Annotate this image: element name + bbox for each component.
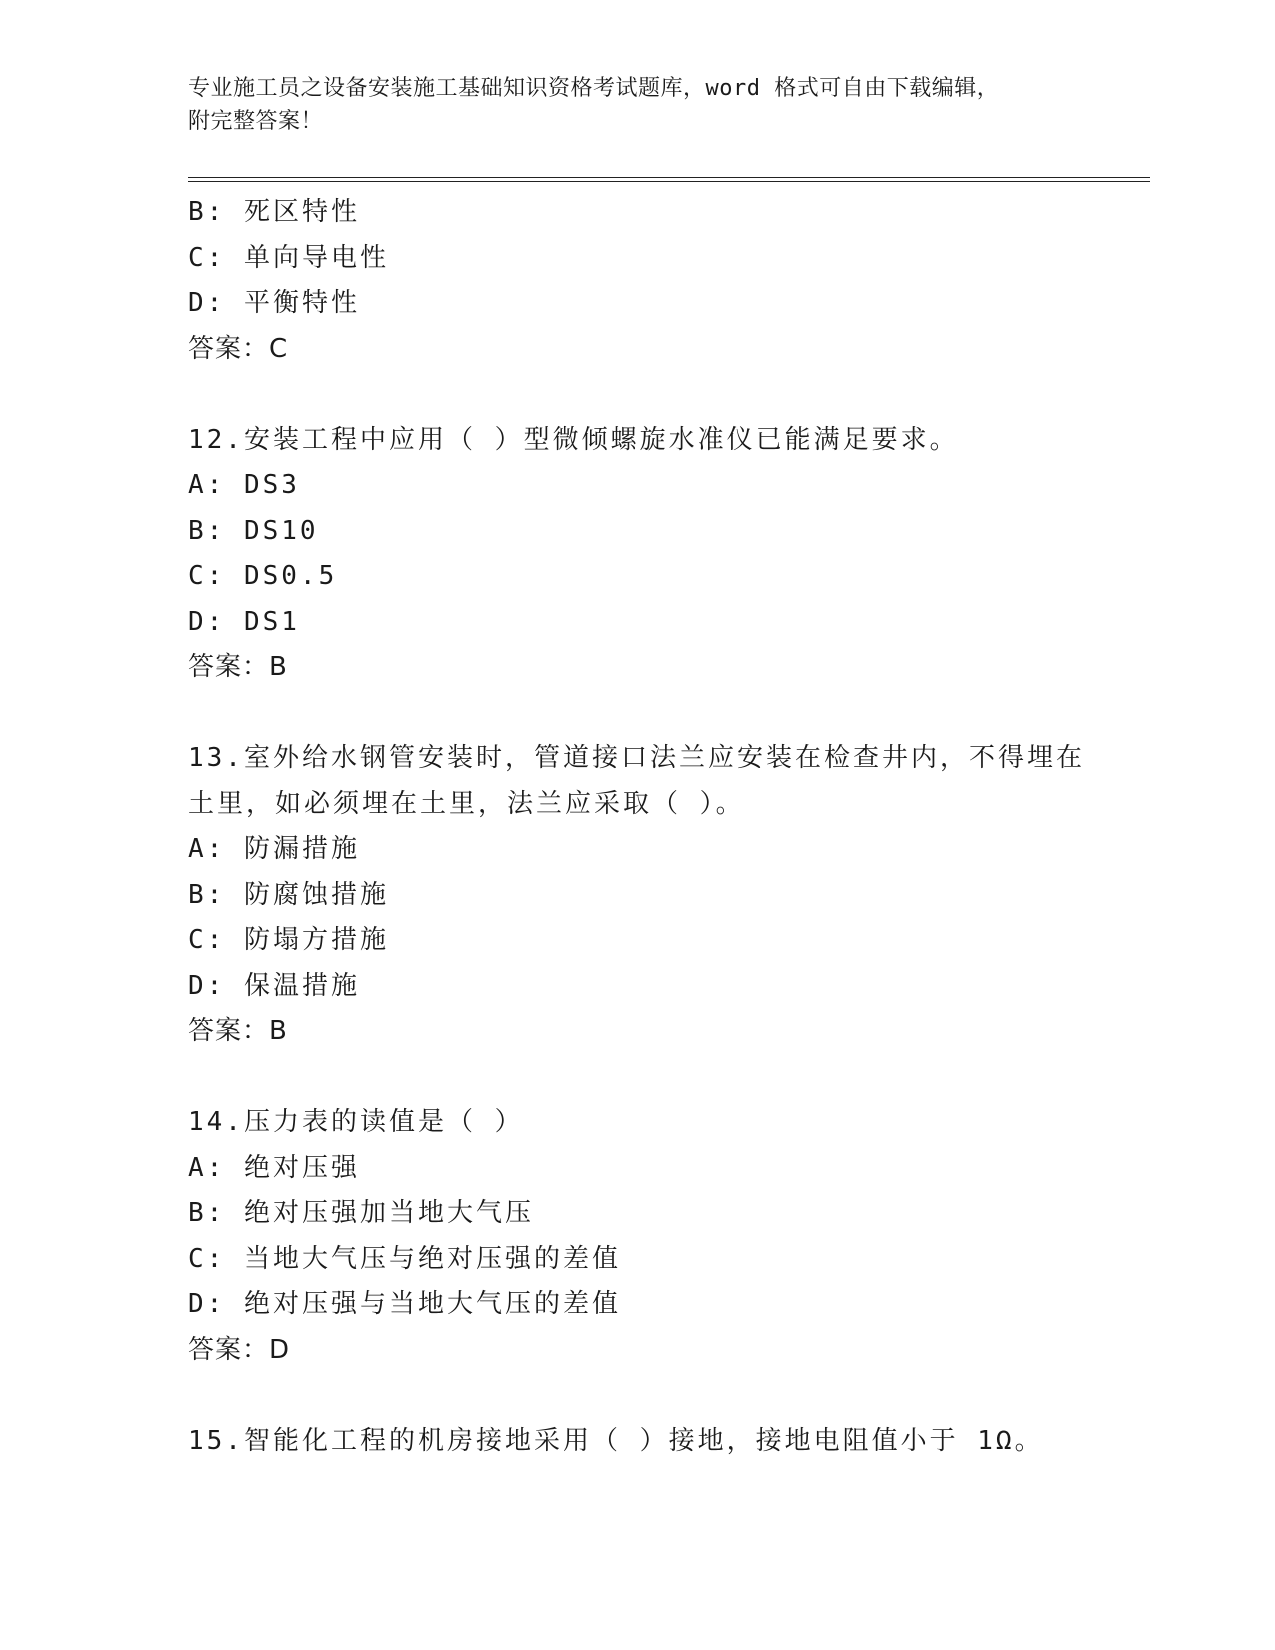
question-stem: 14.压力表的读值是（ ） xyxy=(188,1107,524,1137)
option-b: B: 死区特性 xyxy=(188,197,360,227)
spacer xyxy=(188,691,1148,737)
option-a: A: DS3 xyxy=(188,470,300,500)
question-list xyxy=(188,190,1148,1464)
question-14 xyxy=(188,1100,1148,1373)
option-c: C: 防塌方措施 xyxy=(188,925,389,955)
option-a: A: 绝对压强 xyxy=(188,1152,360,1183)
option-a: A: 防漏措施 xyxy=(188,834,360,864)
header-line-2: 附完整答案！ xyxy=(188,109,324,134)
spacer xyxy=(188,1373,1148,1419)
page-header xyxy=(188,72,1088,138)
question-15 xyxy=(188,1419,1148,1465)
header-divider-bottom xyxy=(188,181,1150,182)
question-stem: 15.智能化工程的机房接地采用（ ）接地，接地电阻值小于 1Ω。 xyxy=(188,1425,1044,1456)
spacer xyxy=(188,372,1148,418)
answer-line: 答案：B xyxy=(188,652,288,682)
answer-line: 答案：B xyxy=(188,1016,288,1046)
answer-line: 答案：D xyxy=(188,1334,291,1365)
question-stem-line-2: 土里，如必须埋在土里，法兰应采取（ ）。 xyxy=(188,788,745,819)
option-d: D: DS1 xyxy=(188,606,300,637)
option-d: D: 平衡特性 xyxy=(188,288,360,318)
question-11-continued xyxy=(188,190,1148,372)
option-d: D: 保温措施 xyxy=(188,970,360,1001)
option-c: C: 单向导电性 xyxy=(188,242,389,273)
option-b: B: 防腐蚀措施 xyxy=(188,879,389,910)
option-c: C: 当地大气压与绝对压强的差值 xyxy=(188,1243,621,1274)
header-line-1: 专业施工员之设备安装施工基础知识资格考试题库，word 格式可自由下载编辑， xyxy=(188,76,1000,101)
question-13 xyxy=(188,736,1148,1055)
option-d: D: 绝对压强与当地大气压的差值 xyxy=(188,1289,621,1319)
answer-line: 答案：C xyxy=(188,333,289,364)
option-c: C: DS0.5 xyxy=(188,561,338,591)
question-stem-line-1: 13.室外给水钢管安装时，管道接口法兰应安装在检查井内，不得埋在 xyxy=(188,743,1085,773)
spacer xyxy=(188,1055,1148,1101)
header-divider-top xyxy=(188,177,1150,178)
option-b: B: 绝对压强加当地大气压 xyxy=(188,1198,534,1228)
question-12 xyxy=(188,418,1148,691)
question-stem: 12.安装工程中应用（ ）型微倾螺旋水准仪已能满足要求。 xyxy=(188,424,959,455)
option-b: B: DS10 xyxy=(188,515,319,546)
